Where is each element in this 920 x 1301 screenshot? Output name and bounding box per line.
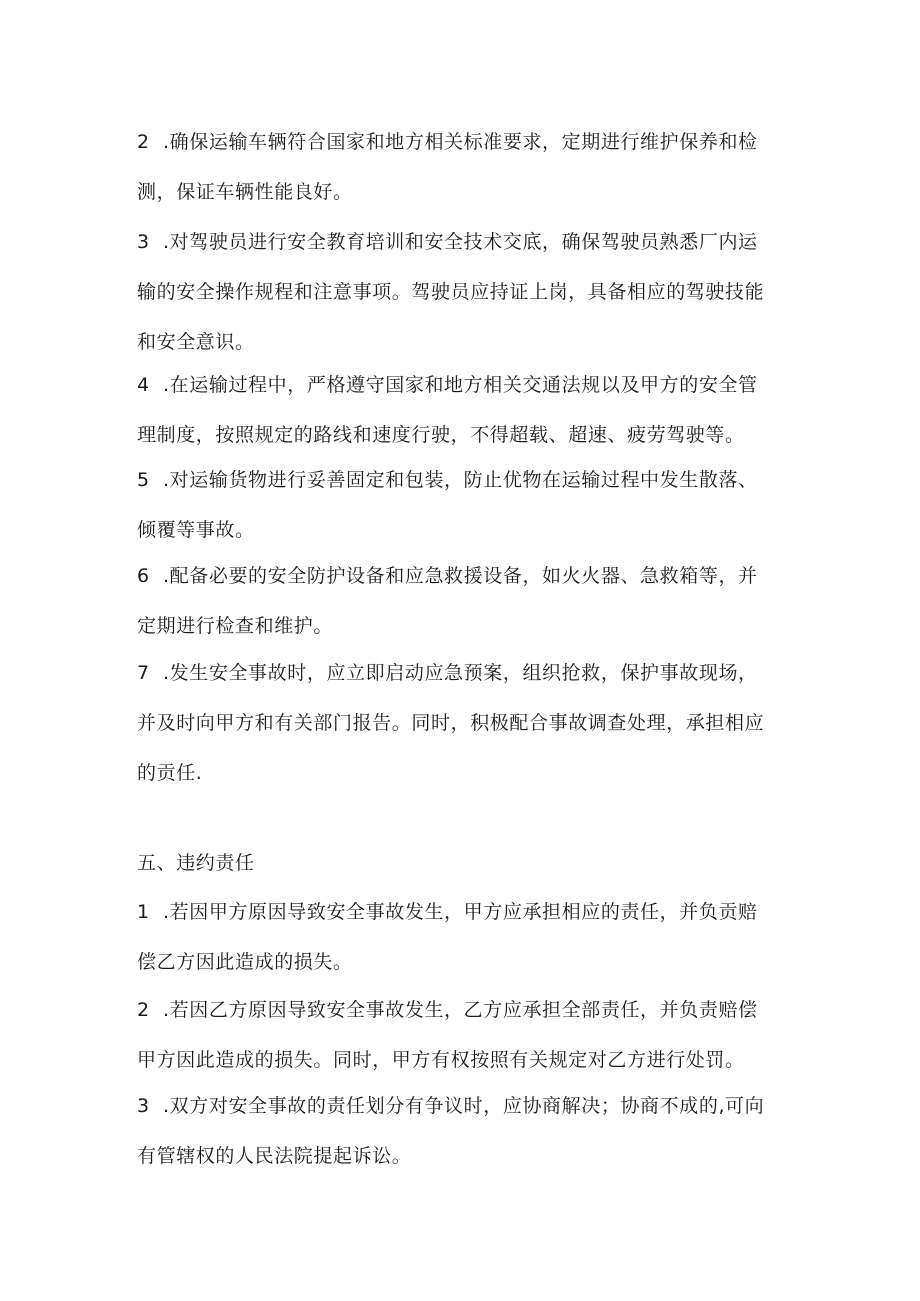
clause-number: 7 (137, 662, 150, 684)
penalty-clause-3 (137, 1081, 777, 1181)
clause-number: 4 (137, 374, 150, 396)
clause-number: 2 (137, 131, 150, 153)
clause-5 (137, 455, 777, 555)
clause-text: .对运输货物进行妥善固定和包装，防止优物在运输过程中发生散落、倾覆等事故。 (137, 469, 758, 541)
clause-text: .对驾驶员进行安全教育培训和安全技术交底，确保驾驶员熟悉厂内运输的安全操作规程和注意事项。驾驶员应持证上岗，具备相应的驾驶技能和安全意识。 (137, 231, 765, 353)
clause-text: .双方对安全事故的责任划分有争议时，应协商解决；协商不成的,可向有管辖权的人民法院提起诉讼。 (137, 1095, 765, 1167)
section-heading: 五、违约责任 (137, 852, 255, 874)
clause-number: 6 (137, 565, 150, 587)
clause-text: .若因乙方原因导致安全事故发生，乙方应承担全部责任，并负责赔偿甲方因此造成的损失。同时，甲方有权按照有关规定对乙方进行处罚。 (137, 999, 758, 1071)
clause-text: .发生安全事故时，应立即启动应急预案，组织抢救，保护事故现场，并及时向甲方和有关部门报告。同时，积极配合事故调查处理，承担相应的贡任. (137, 662, 765, 784)
clause-6 (137, 551, 777, 651)
clause-number: 1 (137, 901, 150, 923)
clause-4 (137, 360, 777, 460)
clause-7 (137, 648, 777, 798)
clause-2 (137, 117, 777, 217)
clause-text: .若因甲方原因导致安全事故发生，甲方应承担相应的责任，并负贡赔偿乙方因此造成的损失。 (137, 901, 758, 973)
clause-number: 3 (137, 231, 150, 253)
clause-text: .在运输过程中，严格遵守国家和地方相关交通法规以及甲方的安全管理制度，按照规定的路线和速度行驶，不得超载、超速、疲劳驾驶等。 (137, 374, 758, 446)
clause-number: 2 (137, 999, 150, 1021)
clause-text: .确保运输车辆符合国家和地方相关标准要求，定期进行维护保养和检测，保证车辆性能良好。 (137, 131, 758, 203)
clause-number: 3 (137, 1095, 150, 1117)
clause-number: 5 (137, 469, 150, 491)
clause-3 (137, 217, 777, 367)
clause-text: .配备必要的安全防护设备和应急救援设备，如火火器、急救箱等，并定期进行检查和维护。 (137, 565, 758, 637)
penalty-clause-1 (137, 887, 777, 987)
penalty-clause-2 (137, 985, 777, 1085)
